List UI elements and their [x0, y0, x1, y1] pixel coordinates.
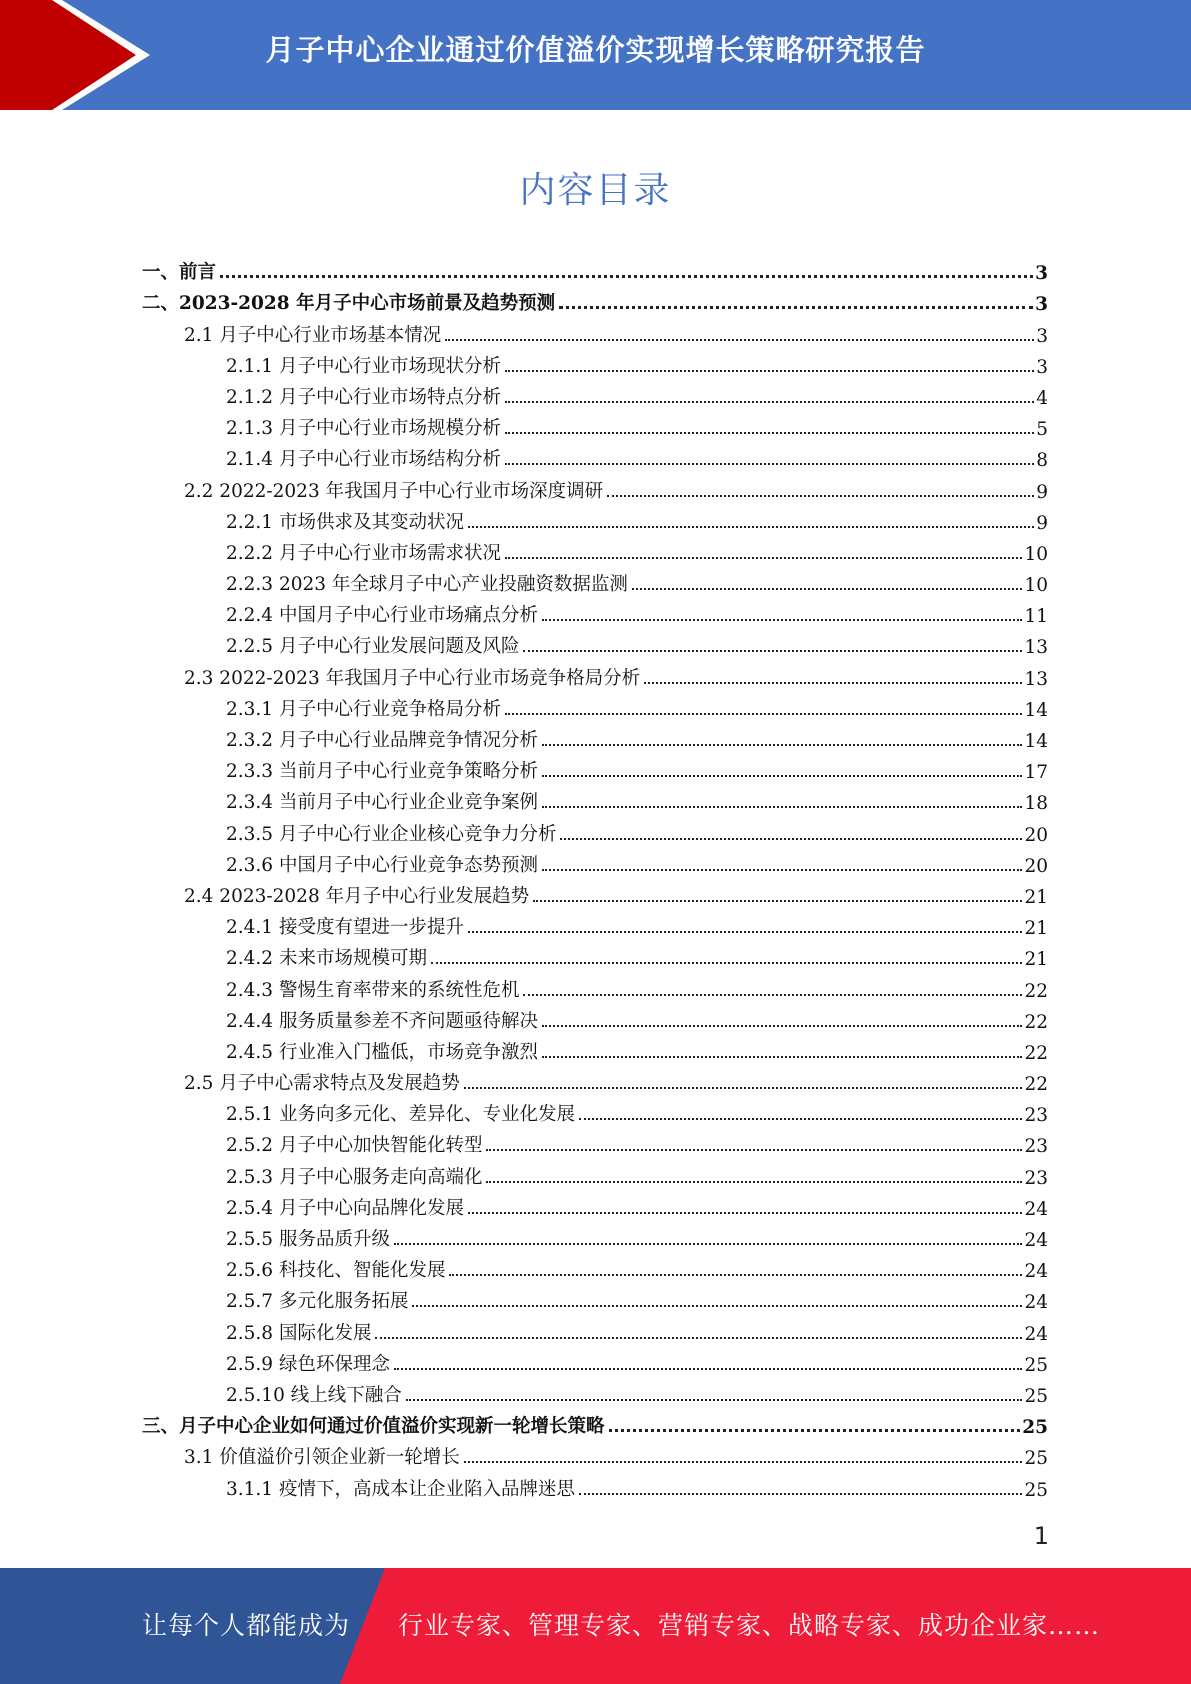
- toc-entry-page: 24: [1024, 1292, 1048, 1314]
- toc-dot-leader: [542, 744, 1022, 746]
- toc-entry-page: 22: [1024, 1074, 1048, 1096]
- toc-entry-page: 20: [1024, 855, 1048, 877]
- toc-entry-page: 21: [1024, 886, 1048, 908]
- toc-entry[interactable]: [142, 1438, 1048, 1469]
- toc-entry-page: 24: [1024, 1198, 1048, 1220]
- toc-entry-label: 2.3.2 月子中心行业品牌竞争情况分析: [226, 730, 538, 751]
- toc-entry[interactable]: [142, 565, 1048, 596]
- toc-entry[interactable]: [142, 1002, 1048, 1033]
- toc-dot-leader: [445, 339, 1034, 341]
- toc-dot-leader: [394, 1243, 1022, 1245]
- toc-entry-label: 2.1.3 月子中心行业市场规模分析: [226, 418, 501, 440]
- report-title: 月子中心企业通过价值溢价实现增长策略研究报告: [265, 33, 926, 67]
- toc-entry[interactable]: [142, 690, 1048, 721]
- toc-entry-page: 22: [1024, 980, 1048, 1002]
- toc-entry-page: 21: [1024, 918, 1048, 940]
- toc-entry-page: 18: [1024, 793, 1048, 815]
- toc-dot-leader: [468, 931, 1022, 933]
- toc-dot-leader: [607, 495, 1034, 497]
- toc-entry[interactable]: [142, 1126, 1048, 1157]
- toc-heading: 内容目录: [519, 170, 672, 211]
- toc-dot-leader: [412, 1305, 1022, 1307]
- toc-dot-leader: [464, 1461, 1023, 1463]
- toc-entry[interactable]: [142, 440, 1048, 471]
- toc-entry[interactable]: [142, 1095, 1048, 1126]
- toc-entry-label: 三、月子中心企业如何通过价值溢价实现新一轮增长策略: [142, 1416, 605, 1438]
- toc-entry-page: 3: [1035, 294, 1048, 316]
- toc-entry[interactable]: [142, 1064, 1048, 1095]
- toc-dot-leader: [449, 1274, 1022, 1276]
- toc-dot-leader: [505, 713, 1022, 715]
- toc-entry[interactable]: [142, 908, 1048, 939]
- toc-entry-label: 2.3.6 中国月子中心行业竞争态势预测: [226, 854, 538, 876]
- toc-entry-label: 3.1.1 疫情下，高成本让企业陷入品牌迷思: [226, 1478, 575, 1500]
- toc-dot-leader: [505, 432, 1034, 434]
- toc-dot-leader: [542, 1025, 1022, 1027]
- toc-entry-page: 25: [1024, 1479, 1048, 1501]
- toc-entry[interactable]: [142, 1251, 1048, 1282]
- toc-entry-label: 2.3.1 月子中心行业竞争格局分析: [226, 698, 501, 720]
- toc-dot-leader: [644, 682, 1022, 684]
- toc-entry[interactable]: [142, 534, 1048, 565]
- toc-entry-page: 3: [1035, 263, 1048, 285]
- toc-entry-label: 2.5.6 科技化、智能化发展: [226, 1260, 446, 1282]
- toc-dot-leader: [560, 838, 1022, 840]
- toc-entry-page: 9: [1036, 512, 1048, 534]
- toc-entry[interactable]: [142, 503, 1048, 534]
- toc-entry-label: 2.5 月子中心需求特点及发展趋势: [184, 1073, 460, 1095]
- toc-entry-label: 2.5.3 月子中心服务走向高端化: [226, 1166, 483, 1188]
- toc-entry[interactable]: [142, 596, 1048, 627]
- toc-dot-leader: [542, 1056, 1022, 1058]
- toc-entry[interactable]: [142, 1345, 1048, 1376]
- toc-dot-leader: [632, 588, 1023, 590]
- toc-entry-page: 23: [1024, 1136, 1048, 1158]
- toc-dot-leader: [542, 775, 1022, 777]
- toc-entry-label: 2.5.2 月子中心加快智能化转型: [226, 1135, 483, 1157]
- toc-dot-leader: [505, 401, 1034, 403]
- toc-entry-label: 2.2.5 月子中心行业发展问题及风险: [226, 636, 520, 658]
- toc-entry-label: 2.5.8 国际化发展: [226, 1322, 372, 1344]
- toc-dot-leader: [559, 306, 1033, 309]
- toc-entry-page: 10: [1024, 543, 1048, 565]
- toc-entry[interactable]: [142, 471, 1048, 502]
- toc-entry-label: 2.1.2 月子中心行业市场特点分析: [226, 386, 501, 408]
- toc-entry-page: 21: [1024, 949, 1048, 971]
- toc-dot-leader: [468, 1212, 1022, 1214]
- toc-entry[interactable]: [142, 409, 1048, 440]
- toc-dot-leader: [579, 1493, 1022, 1495]
- toc-entry[interactable]: [142, 783, 1048, 814]
- toc-dot-leader: [406, 1399, 1023, 1401]
- toc-entry-label: 2.2 2022-2023 年我国月子中心行业市场深度调研: [184, 480, 604, 502]
- toc-entry-page: 23: [1024, 1105, 1048, 1127]
- toc-entry-page: 23: [1024, 1167, 1048, 1189]
- toc-entry-page: 11: [1024, 606, 1048, 628]
- toc-dot-leader: [505, 463, 1034, 465]
- toc-dot-leader: [533, 900, 1022, 902]
- toc-entry-label: 2.3.3 当前月子中心行业竞争策略分析: [226, 761, 538, 783]
- toc-entry-label: 2.5.9 绿色环保理念: [226, 1353, 390, 1375]
- toc-entry-label: 2.5.10 线上线下融合: [226, 1384, 402, 1406]
- toc-entry-page: 5: [1036, 419, 1048, 441]
- toc-dot-leader: [394, 1368, 1022, 1370]
- toc-entry[interactable]: [142, 970, 1048, 1001]
- toc-dot-leader: [375, 1337, 1022, 1339]
- toc-entry-label: 2.3.4 当前月子中心行业企业竞争案例: [226, 792, 538, 814]
- toc-entry-label: 2.1 月子中心行业市场基本情况: [184, 324, 442, 346]
- toc-entry-label: 2.2.2 月子中心行业市场需求状况: [226, 542, 501, 564]
- toc-entry-page: 10: [1024, 575, 1048, 597]
- toc-entry-label: 2.4 2023-2028 年月子中心行业发展趋势: [184, 885, 530, 907]
- toc-dot-leader: [486, 1181, 1022, 1183]
- toc-entry-page: 20: [1024, 824, 1048, 846]
- toc-entry-page: 24: [1024, 1230, 1048, 1251]
- toc-entry-page: 14: [1024, 731, 1048, 752]
- toc-entry-page: 25: [1024, 1354, 1048, 1376]
- toc-dot-leader: [523, 994, 1022, 996]
- toc-entry-label: 2.1.4 月子中心行业市场结构分析: [226, 449, 501, 471]
- toc-entry[interactable]: [142, 253, 1048, 284]
- toc-entry-page: 22: [1024, 1042, 1048, 1064]
- toc-entry-page: 25: [1024, 1448, 1048, 1470]
- toc-entry-label: 一、前言: [142, 262, 217, 284]
- toc-entry-label: 2.4.4 服务质量参差不齐问题亟待解决: [226, 1010, 538, 1032]
- toc-entry-page: 25: [1024, 1385, 1048, 1407]
- toc-dot-leader: [542, 806, 1022, 808]
- toc-entry-label: 2.2.3 2023 年全球月子中心产业投融资数据监测: [226, 574, 628, 596]
- toc-dot-leader: [220, 275, 1033, 278]
- footer-band: [0, 1568, 1191, 1684]
- toc-entry-page: 3: [1036, 356, 1048, 378]
- toc-entry-label: 3.1 价值溢价引领企业新一轮增长: [184, 1447, 460, 1469]
- toc-entry-label: 2.4.5 行业准入门槛低，市场竞争激烈: [226, 1041, 538, 1063]
- toc-entry-page: 3: [1036, 325, 1048, 347]
- toc-entry-label: 2.3.5 月子中心行业企业核心竞争力分析: [226, 823, 557, 845]
- toc-entry-page: 9: [1036, 481, 1048, 503]
- toc-entry-label: 2.4.3 警惕生育率带来的系统性危机: [226, 979, 520, 1001]
- toc-dot-leader: [542, 619, 1022, 621]
- toc-entry-label: 二、2023-2028 年月子中心市场前景及趋势预测: [142, 293, 556, 315]
- toc-dot-leader: [464, 1087, 1023, 1089]
- toc-entry[interactable]: [142, 315, 1048, 346]
- toc-entry-label: 2.4.1 接受度有望进一步提升: [226, 917, 464, 939]
- toc-entry[interactable]: [142, 1376, 1048, 1407]
- toc-dot-leader: [609, 1429, 1021, 1432]
- toc-entry-label: 2.2.1 市场供求及其变动状况: [226, 511, 464, 533]
- toc-dot-leader: [579, 1118, 1022, 1120]
- toc-entry[interactable]: [142, 1469, 1048, 1500]
- toc-entry[interactable]: [142, 877, 1048, 908]
- toc-entry[interactable]: [142, 814, 1048, 845]
- toc-dot-leader: [468, 526, 1034, 528]
- toc-entry[interactable]: [142, 1189, 1048, 1220]
- toc-entry-label: 2.3 2022-2023 年我国月子中心行业市场竞争格局分析: [184, 667, 641, 689]
- header-band: [0, 0, 1191, 110]
- toc-entry-page: 24: [1024, 1261, 1048, 1283]
- toc-entry[interactable]: [142, 1282, 1048, 1313]
- toc-entry[interactable]: [142, 1220, 1048, 1251]
- toc-dot-leader: [431, 962, 1022, 964]
- toc-entry-page: 24: [1024, 1323, 1048, 1345]
- toc-entry-page: 14: [1024, 699, 1048, 721]
- page-number: 1: [1033, 1522, 1049, 1550]
- toc-dot-leader: [486, 1149, 1022, 1151]
- table-of-contents: [142, 253, 1048, 1501]
- toc-entry[interactable]: [142, 1407, 1048, 1438]
- toc-entry-label: 2.5.4 月子中心向品牌化发展: [226, 1197, 464, 1219]
- toc-entry-page: 8: [1036, 450, 1048, 472]
- toc-entry[interactable]: [142, 1033, 1048, 1064]
- toc-entry-label: 2.5.5 服务品质升级: [226, 1229, 390, 1250]
- toc-entry-page: 13: [1024, 668, 1048, 690]
- toc-entry[interactable]: [142, 627, 1048, 658]
- toc-entry-label: 2.5.1 业务向多元化、差异化、专业化发展: [226, 1104, 575, 1126]
- toc-entry[interactable]: [142, 721, 1048, 752]
- toc-entry[interactable]: [142, 846, 1048, 877]
- toc-entry[interactable]: [142, 378, 1048, 409]
- toc-entry-page: 22: [1024, 1011, 1048, 1033]
- toc-entry[interactable]: [142, 658, 1048, 689]
- footer-slogan-lead: 让每个人都能成为: [142, 1611, 351, 1640]
- toc-dot-leader: [505, 557, 1022, 559]
- toc-entry[interactable]: [142, 284, 1048, 315]
- toc-entry[interactable]: [142, 939, 1048, 970]
- toc-entry-label: 2.2.4 中国月子中心行业市场痛点分析: [226, 605, 538, 627]
- toc-entry-label: 2.1.1 月子中心行业市场现状分析: [226, 355, 501, 377]
- toc-entry[interactable]: [142, 1313, 1048, 1344]
- toc-entry-page: 13: [1024, 637, 1048, 659]
- toc-entry[interactable]: [142, 347, 1048, 378]
- toc-dot-leader: [542, 869, 1022, 871]
- toc-entry-label: 2.5.7 多元化服务拓展: [226, 1291, 409, 1313]
- toc-entry-page: 25: [1022, 1417, 1048, 1439]
- toc-entry[interactable]: [142, 752, 1048, 783]
- toc-entry-page: 17: [1024, 762, 1048, 784]
- toc-entry[interactable]: [142, 1157, 1048, 1188]
- toc-entry-page: 4: [1036, 387, 1048, 409]
- toc-dot-leader: [523, 650, 1022, 652]
- toc-dot-leader: [505, 370, 1034, 372]
- toc-entry-label: 2.4.2 未来市场规模可期: [226, 948, 427, 970]
- footer-slogan-roles: 行业专家、管理专家、营销专家、战略专家、成功企业家……: [398, 1611, 1101, 1640]
